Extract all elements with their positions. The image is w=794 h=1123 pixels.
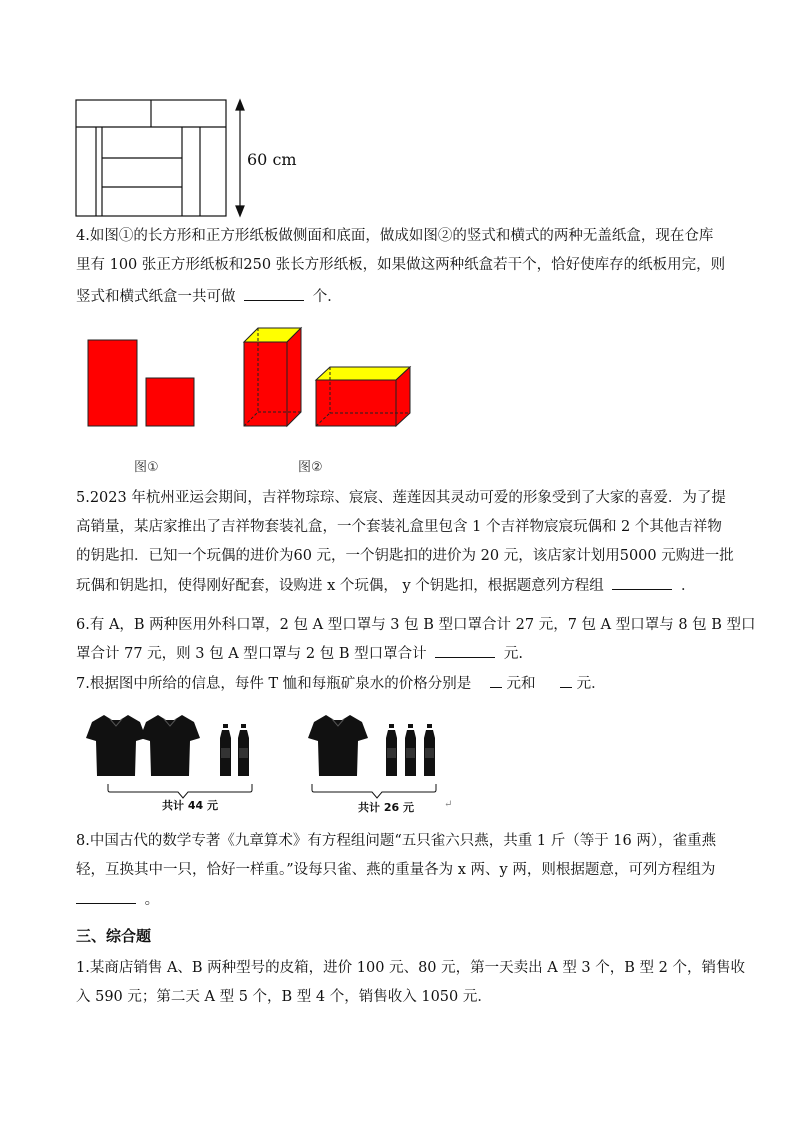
q7-line1-mid: 元和	[506, 676, 536, 692]
caption-left: 共计 44 元	[162, 799, 218, 812]
c1-line1: 1.某商店销售 A、B 两种型号的皮箱，进价 100 元、80 元，第一天卖出 A 型 3 个，B 型 2 个，销售收	[76, 960, 745, 976]
q5-line3: 的钥匙扣．已知一个玩偶的进价为60 元，一个钥匙扣的进价为 20 元，该店家计划用5000 元购进一批	[76, 548, 734, 564]
dimension-arrow	[236, 100, 244, 216]
q8-line2: 轻，互换其中一只，恰好一样重。”设每只雀、燕的重量各为 x 两、y 两，则根据题意，可列方程组为	[76, 862, 716, 878]
q5-line2: 高销量，某店家推出了吉祥物套装礼盒，一个套装礼盒里包含 1 个吉祥物宸宸玩偶和 2 个其他吉祥物	[76, 519, 722, 535]
q6-line1: 6.有 A，B 两种医用外科口罩，2 包 A 型口罩与 3 包 B 型口罩合计 27 元，7 包 A 型口罩与 8 包 B 型口	[76, 617, 756, 633]
q7-line1-text: 7.根据图中所给的信息，每件 T 恤和每瓶矿泉水的价格分别是	[76, 676, 472, 692]
tshirt-icon	[86, 715, 146, 776]
q4-line3	[76, 283, 726, 312]
cardboard-figures	[80, 320, 420, 435]
answer-blank[interactable]	[76, 889, 136, 904]
c1-line2: 入 590 元；第二天 A 型 5 个，B 型 4 个，销售收入 1050 元．	[76, 989, 492, 1005]
q7-line1	[76, 670, 726, 699]
q4-line2: 里有 100 张正方形纸板和250 张长方形纸板，如果做这两种纸盒若干个，恰好使库存的纸板用完，则	[76, 257, 726, 273]
water-bottle-icon	[386, 724, 397, 776]
tshirt-icon	[308, 715, 368, 776]
section-heading: 三、综合题	[76, 927, 152, 945]
q6-line2-end: 元.	[503, 646, 523, 662]
answer-blank[interactable]	[244, 286, 304, 301]
answer-blank[interactable]	[435, 643, 495, 658]
q8-line1: 8.中国古代的数学专著《九章算术》有方程组问题“五只雀六只燕，共重 1 斤（等于 16 两），雀重燕	[76, 833, 717, 849]
q5-line1: 5.2023 年杭州亚运会期间，吉祥物琮琮、宸宸、莲莲因其灵动可爱的形象受到了大家的喜爱．为了提	[76, 490, 726, 506]
q4-line3-end: 个．	[312, 289, 342, 305]
vertical-box	[244, 328, 301, 426]
q6-line2-text: 罩合计 77 元，则 3 包 A 型口罩与 2 包 B 型口罩合计	[76, 646, 427, 662]
q5-line4-end: ．	[681, 578, 696, 594]
tshirt-water-figure	[80, 712, 460, 812]
caption-right: 共计 26 元	[358, 801, 414, 814]
rectangle-panel	[88, 340, 137, 426]
answer-blank-tshirt[interactable]	[490, 673, 502, 688]
figure-1-label: 图①	[134, 460, 159, 475]
return-mark-icon: ↵	[444, 799, 453, 810]
water-bottle-icon	[238, 724, 249, 776]
figure-2-label: 图②	[298, 460, 323, 475]
answer-blank[interactable]	[612, 575, 672, 590]
tshirt-icon	[140, 715, 200, 776]
q6-line2	[76, 640, 726, 669]
square-panel	[146, 378, 194, 426]
water-bottle-icon	[424, 724, 435, 776]
horizontal-box	[316, 367, 410, 426]
q5-line4-text: 玩偶和钥匙扣，使得刚好配套，设购进 x 个玩偶， y 个钥匙扣，根据题意列方程组	[76, 578, 604, 594]
dimension-label: 60 cm	[247, 150, 297, 169]
q5-line4	[76, 572, 726, 601]
water-bottle-icon	[220, 724, 231, 776]
q7-line1-end: 元．	[576, 676, 606, 692]
q8-line3	[76, 886, 726, 915]
q8-line3-end: 。	[144, 892, 160, 908]
answer-blank-water[interactable]	[560, 673, 572, 688]
q4-line3-text: 竖式和横式纸盒一共可做	[76, 289, 236, 305]
q4-line1: 4.如图①的长方形和正方形纸板做侧面和底面，做成如图②的竖式和横式的两种无盖纸盒，现在仓库	[76, 228, 714, 244]
water-bottle-icon	[405, 724, 416, 776]
